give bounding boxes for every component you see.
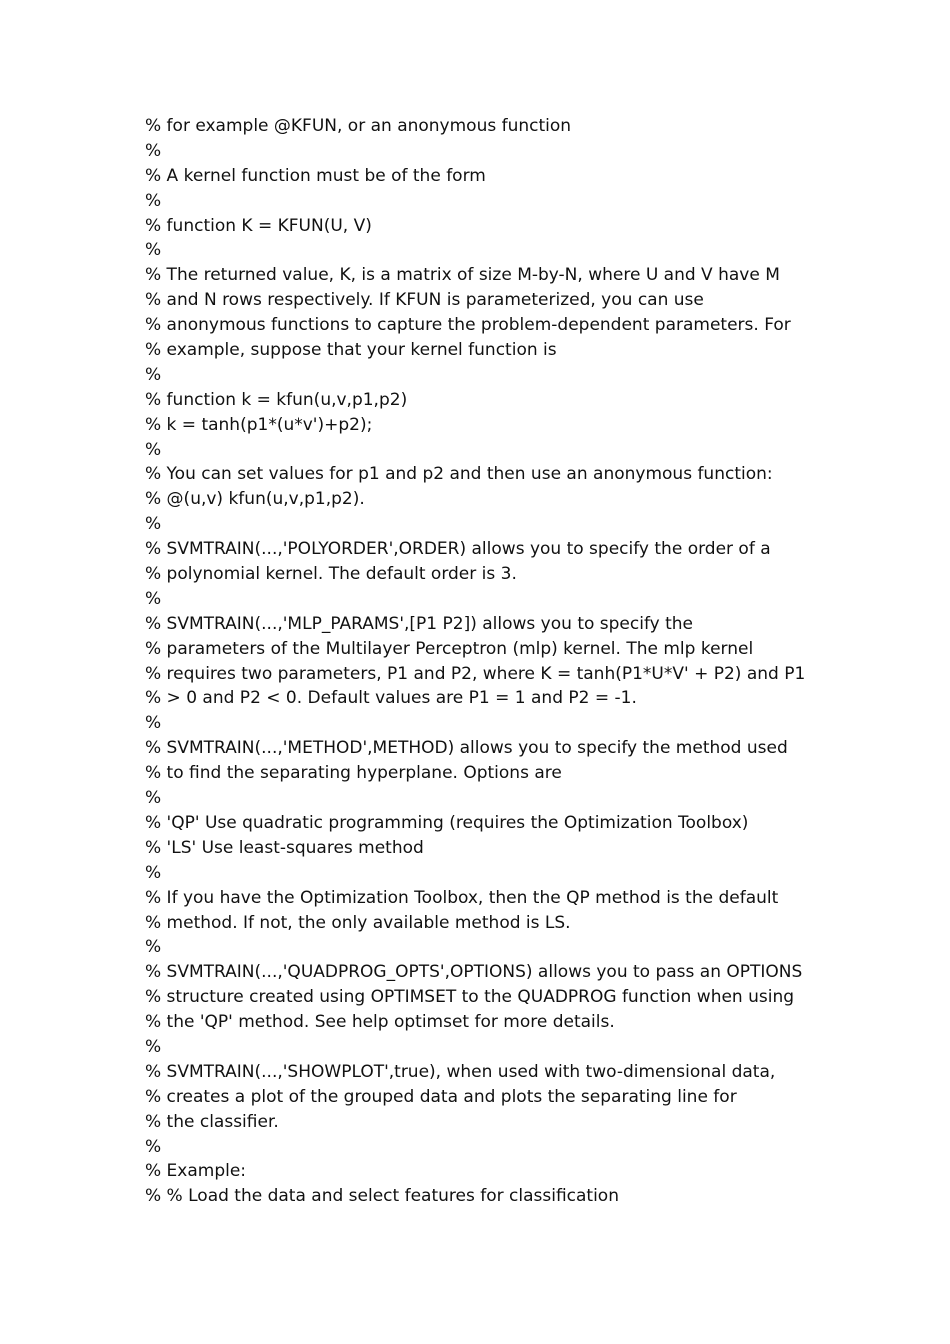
- text-line: %: [145, 364, 162, 385]
- text-line: % > 0 and P2 < 0. Default values are P1 = 1 and P2 = -1.: [145, 688, 637, 709]
- text-line: %: [145, 1136, 162, 1157]
- text-line: % requires two parameters, P1 and P2, where K = tanh(P1*U*V' + P2) and P1: [145, 663, 806, 684]
- text-line: %: [145, 190, 162, 211]
- text-line: % polynomial kernel. The default order is 3.: [145, 564, 517, 585]
- text-line: % 'LS' Use least-squares method: [145, 837, 424, 858]
- text-line: % k = tanh(p1*(u*v')+p2);: [145, 414, 373, 435]
- text-line: % % Load the data and select features for classification: [145, 1186, 619, 1207]
- text-line: % Example:: [145, 1161, 247, 1182]
- text-line: %: [145, 140, 162, 161]
- text-line: %: [145, 240, 162, 261]
- text-line: %: [145, 439, 162, 460]
- text-line: % function K = KFUN(U, V): [145, 215, 372, 236]
- text-line: % the classifier.: [145, 1111, 279, 1132]
- text-line: %: [145, 1036, 162, 1057]
- text-line: % The returned value, K, is a matrix of size M-by-N, where U and V have M: [145, 265, 780, 286]
- text-line: % and N rows respectively. If KFUN is parameterized, you can use: [145, 290, 704, 311]
- text-line: %: [145, 937, 162, 958]
- text-line: %: [145, 588, 162, 609]
- text-line: % SVMTRAIN(...,'POLYORDER',ORDER) allows you to specify the order of a: [145, 539, 771, 560]
- text-line: % function k = kfun(u,v,p1,p2): [145, 389, 408, 410]
- text-line: % creates a plot of the grouped data and plots the separating line for: [145, 1086, 737, 1107]
- text-line: %: [145, 713, 162, 734]
- text-line: % SVMTRAIN(...,'QUADPROG_OPTS',OPTIONS) allows you to pass an OPTIONS: [145, 962, 803, 983]
- text-line: % @(u,v) kfun(u,v,p1,p2).: [145, 489, 365, 510]
- text-line: % the 'QP' method. See help optimset for more details.: [145, 1012, 615, 1033]
- text-line: % anonymous functions to capture the problem-dependent parameters. For: [145, 315, 791, 336]
- text-line: % SVMTRAIN(...,'SHOWPLOT',true), when used with two-dimensional data,: [145, 1061, 776, 1082]
- text-line: % parameters of the Multilayer Perceptron (mlp) kernel. The mlp kernel: [145, 638, 754, 659]
- text-line: % A kernel function must be of the form: [145, 165, 486, 186]
- text-line: % You can set values for p1 and p2 and then use an anonymous function:: [145, 464, 773, 485]
- text-line: % If you have the Optimization Toolbox, then the QP method is the default: [145, 887, 779, 908]
- text-line: % to find the separating hyperplane. Options are: [145, 763, 562, 784]
- text-line: % SVMTRAIN(...,'METHOD',METHOD) allows you to specify the method used: [145, 738, 788, 759]
- comment-text-block: [145, 114, 905, 1209]
- text-line: % structure created using OPTIMSET to the QUADPROG function when using: [145, 987, 795, 1008]
- text-line: % SVMTRAIN(...,'MLP_PARAMS',[P1 P2]) allows you to specify the: [145, 613, 694, 634]
- text-line: %: [145, 514, 162, 535]
- text-line: %: [145, 788, 162, 809]
- text-line: % method. If not, the only available method is LS.: [145, 912, 571, 933]
- text-line: % example, suppose that your kernel function is: [145, 340, 557, 361]
- text-line: % for example @KFUN, or an anonymous function: [145, 116, 572, 136]
- text-line: %: [145, 862, 162, 883]
- text-line: % 'QP' Use quadratic programming (requires the Optimization Toolbox): [145, 812, 749, 833]
